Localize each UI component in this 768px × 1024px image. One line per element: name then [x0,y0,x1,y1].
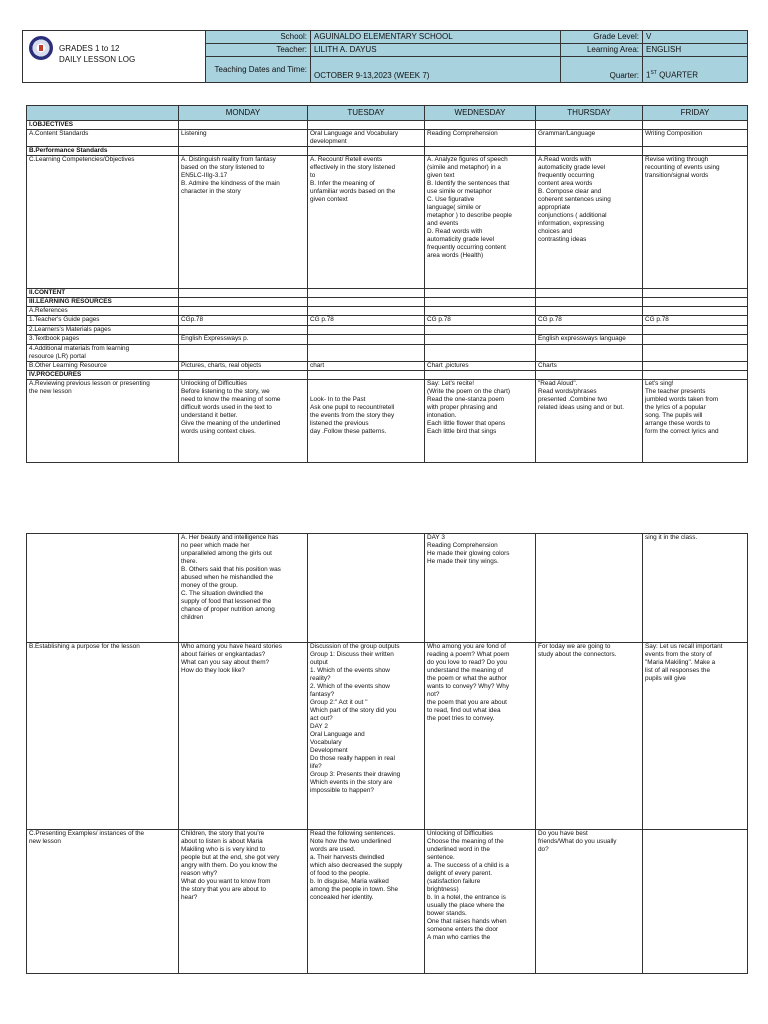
cell-monday: Listening [179,130,308,147]
row-label [27,534,179,643]
grades-line2: DAILY LESSON LOG [59,55,136,64]
cell-friday [643,121,748,130]
grade-level-label: Grade Level: [561,31,643,44]
cell-tuesday [308,298,425,307]
cell-friday [643,830,748,974]
quarter-value [643,57,748,83]
cell-wednesday [425,335,536,345]
cell-monday: Unlocking of Difficulties Before listening to the story, we need to know the meaning of some difficult words used in the text to understand it better. Give the meaning of the underlined words using context clues. [179,380,308,463]
lesson-row [27,534,748,643]
header-table [22,30,748,83]
cell-thursday: Charts [536,362,643,371]
day-header-friday: FRIDAY [643,106,748,121]
cell-tuesday [308,147,425,156]
header-logo-cell [23,31,206,83]
cell-tuesday: Look- In to the Past Ask one pupil to recount/retell the events from the story they listened the previous day .Follow these patterns. [308,380,425,463]
lesson-table-part1 [26,105,748,463]
row-label: 1.Teacher's Guide pages [27,316,179,326]
school-value: AGUINALDO ELEMENTARY SCHOOL [311,31,561,44]
cell-tuesday: CG p.78 [308,316,425,326]
row-label: C.Presenting Examples/ instances of the new lesson [27,830,179,974]
cell-monday: Children, the story that you're about to listen is about Maria Makiling who is is very kind to people but at the end, she got very angry with them. Do you know the reason why? What do you want to know from the story that you are about to hear? [179,830,308,974]
quarter-number: 1 [646,71,651,80]
cell-thursday [536,307,643,316]
lesson-row [27,326,748,335]
day-header-monday: MONDAY [179,106,308,121]
dates-value: OCTOBER 9-13,2023 (WEEK 7) [311,57,561,83]
cell-friday [643,289,748,298]
cell-friday: Let's sing! The teacher presents jumbled words taken from the lyrics of a popular song. The pupils will arrange these words to form the correct lyrics and [643,380,748,463]
cell-thursday: "Read Aloud". Read words/phrases presented .Combine two related ideas using and or but. [536,380,643,463]
cell-thursday [536,289,643,298]
cell-friday [643,326,748,335]
cell-thursday [536,326,643,335]
cell-wednesday [425,298,536,307]
day-header-row [27,106,748,121]
lesson-row [27,156,748,289]
cell-monday [179,371,308,380]
teacher-label: Teacher: [206,44,311,57]
cell-thursday [536,371,643,380]
cell-monday: Who among you have heard stories about fairies or engkantadas? What can you say about them? How do they look like? [179,643,308,830]
cell-friday: CG p.78 [643,316,748,326]
row-label: B.Performance Standards [27,147,179,156]
cell-wednesday [425,345,536,362]
cell-monday [179,307,308,316]
lesson-row [27,130,748,147]
cell-tuesday [308,335,425,345]
quarter-label: Quarter: [561,57,643,83]
cell-tuesday [308,289,425,298]
cell-wednesday [425,371,536,380]
cell-friday [643,371,748,380]
day-header-thursday: THURSDAY [536,106,643,121]
learning-area-label: Learning Area: [561,44,643,57]
cell-tuesday [308,307,425,316]
cell-thursday: For today we are going to study about the connectors. [536,643,643,830]
lesson-row [27,643,748,830]
cell-wednesday: Who among you are fond of reading a poem? What poem do you love to read? Do you understand the meaning of the poem or what the author wants to convey? Why? Why not? the poem that you are about to read, find out what idea the poet tries to convey. [425,643,536,830]
cell-thursday: CG p.78 [536,316,643,326]
cell-tuesday [308,534,425,643]
cell-thursday [536,345,643,362]
row-label: C.Learning Competencies/Objectives [27,156,179,289]
header-title [59,43,135,65]
row-label: B.Other Learning Resource [27,362,179,371]
cell-friday [643,335,748,345]
cell-tuesday: Read the following sentences. Note how the two underlined words are used. a. Their harvests dwindled which also decreased the supply of food to the people. b. In disguise, Maria walked among the people in town. She concealed her identity. [308,830,425,974]
quarter-ordinal: ST [650,70,657,77]
cell-thursday: Do you have best friends/What do you usually do? [536,830,643,974]
cell-monday [179,147,308,156]
school-label: School: [206,31,311,44]
cell-wednesday: A. Analyze figures of speech (simile and metaphor) in a given text B. Identify the sentences that use simile or metaphor C. Use figurative language( simile or metaphor ) to describe people and events D. Read words with automaticity grade level frequently occurring content area words (Health) [425,156,536,289]
cell-wednesday [425,289,536,298]
cell-monday [179,298,308,307]
lesson-row [27,830,748,974]
row-label: A.Reviewing previous lesson or presenting the new lesson [27,380,179,463]
lesson-row [27,147,748,156]
row-label: A.References [27,307,179,316]
lesson-row [27,307,748,316]
row-label: B.Establishing a purpose for the lesson [27,643,179,830]
lesson-row [27,335,748,345]
cell-wednesday: CG p.78 [425,316,536,326]
grades-line1: GRADES 1 to 12 [59,44,120,53]
lesson-row [27,289,748,298]
day-header-tuesday: TUESDAY [308,106,425,121]
grade-level-value: V [643,31,748,44]
cell-monday: A. Distinguish reality from fantasy based on the story listened to EN5LC-IIIg-3.17 B. Admire the kindness of the main character in the story [179,156,308,289]
cell-wednesday [425,121,536,130]
lesson-row [27,316,748,326]
cell-wednesday: Reading Comprehension [425,130,536,147]
deped-seal-icon [29,36,53,60]
cell-monday [179,289,308,298]
cell-friday [643,147,748,156]
row-label: I.OBJECTIVES [27,121,179,130]
cell-monday: Pictures, charts, real objects [179,362,308,371]
quarter-suffix: QUARTER [656,71,699,80]
teacher-value: LILITH A. DAYUS [311,44,561,57]
cell-friday [643,362,748,371]
cell-monday [179,121,308,130]
cell-friday: sing it in the class. [643,534,748,643]
cell-thursday: A.Read words with automaticity grade level frequently occurring content area words B. Compose clear and coherent sentences using appropriate conjunctions ( additional information, expressing choices and contrasting ideas [536,156,643,289]
cell-friday [643,307,748,316]
cell-thursday [536,534,643,643]
lesson-row [27,362,748,371]
row-label: 2.Learners's Materials pages [27,326,179,335]
cell-thursday [536,121,643,130]
cell-monday [179,326,308,335]
cell-wednesday: Unlocking of Difficulties Choose the meaning of the underlined word in the sentence. a. The success of a child is a delight of every parent. (satisfaction failure brightness) b. In a hotel, the entrance is usually the place where the bower stands. One that raises hands when someone enters the door A man who carries the [425,830,536,974]
cell-monday: English Expressways p. [179,335,308,345]
cell-tuesday [308,121,425,130]
cell-wednesday: Chart ,pictures [425,362,536,371]
row-label: IV.PROCEDURES [27,371,179,380]
cell-friday: Revise writing through recounting of events using transition/signal words [643,156,748,289]
cell-friday [643,345,748,362]
row-label: II.CONTENT [27,289,179,298]
cell-tuesday: Discussion of the group outputs Group 1: Discuss their written output 1. Which of the events show reality? 2. Which of the events show fantasy? Group 2:" Act it out " Which part of the story did you act out? DAY 2 Oral Language and Vocabulary Development Do those really happen in real life? Group 3: Presents their drawing Which events in the story are impossible to happen? [308,643,425,830]
cell-wednesday: DAY 3 Reading Comprehension He made their glowing colors He made their tiny wings. [425,534,536,643]
cell-thursday: Grammar/Language [536,130,643,147]
row-label: 3.Textbook pages [27,335,179,345]
cell-tuesday: chart [308,362,425,371]
cell-monday: CGp.78 [179,316,308,326]
cell-monday [179,345,308,362]
cell-monday: A. Her beauty and intelligence has no peer which made her unparalleled among the girls out there. B. Others said that his position was abused when he mishandled the money of the group. C. The situation dwindled the supply of food that lessened the chance of proper nutrition among children [179,534,308,643]
cell-tuesday: A. Recount/ Retell events effectively in the story listened to B. Infer the meaning of unfamiliar words based on the given context [308,156,425,289]
cell-wednesday: Say: Let's recite! (Write the poem on the chart) Read the one-stanza poem with proper phrasing and intonation. Each little flower that opens Each little bird that sings [425,380,536,463]
lesson-table-part2 [26,533,748,974]
cell-friday: Writing Composition [643,130,748,147]
corner-cell [27,106,179,121]
lesson-row [27,298,748,307]
cell-tuesday [308,326,425,335]
cell-tuesday [308,345,425,362]
row-label: A.Content Standards [27,130,179,147]
cell-wednesday [425,307,536,316]
dates-label: Teaching Dates and Time: [206,57,311,83]
cell-thursday [536,298,643,307]
learning-area-value: ENGLISH [643,44,748,57]
cell-wednesday [425,326,536,335]
lesson-row [27,121,748,130]
cell-tuesday: Oral Language and Vocabulary development [308,130,425,147]
cell-tuesday [308,371,425,380]
cell-friday [643,298,748,307]
cell-thursday [536,147,643,156]
lesson-row [27,380,748,463]
lesson-row [27,345,748,362]
row-label: 4.Additional materials from learning resource (LR) portal [27,345,179,362]
row-label: III.LEARNING RESOURCES [27,298,179,307]
day-header-wednesday: WEDNESDAY [425,106,536,121]
cell-wednesday [425,147,536,156]
cell-friday: Say: Let us recall important events from the story of "Maria Makiling". Make a list of all responses the pupils will give [643,643,748,830]
lesson-row [27,371,748,380]
cell-thursday: English expressways language [536,335,643,345]
